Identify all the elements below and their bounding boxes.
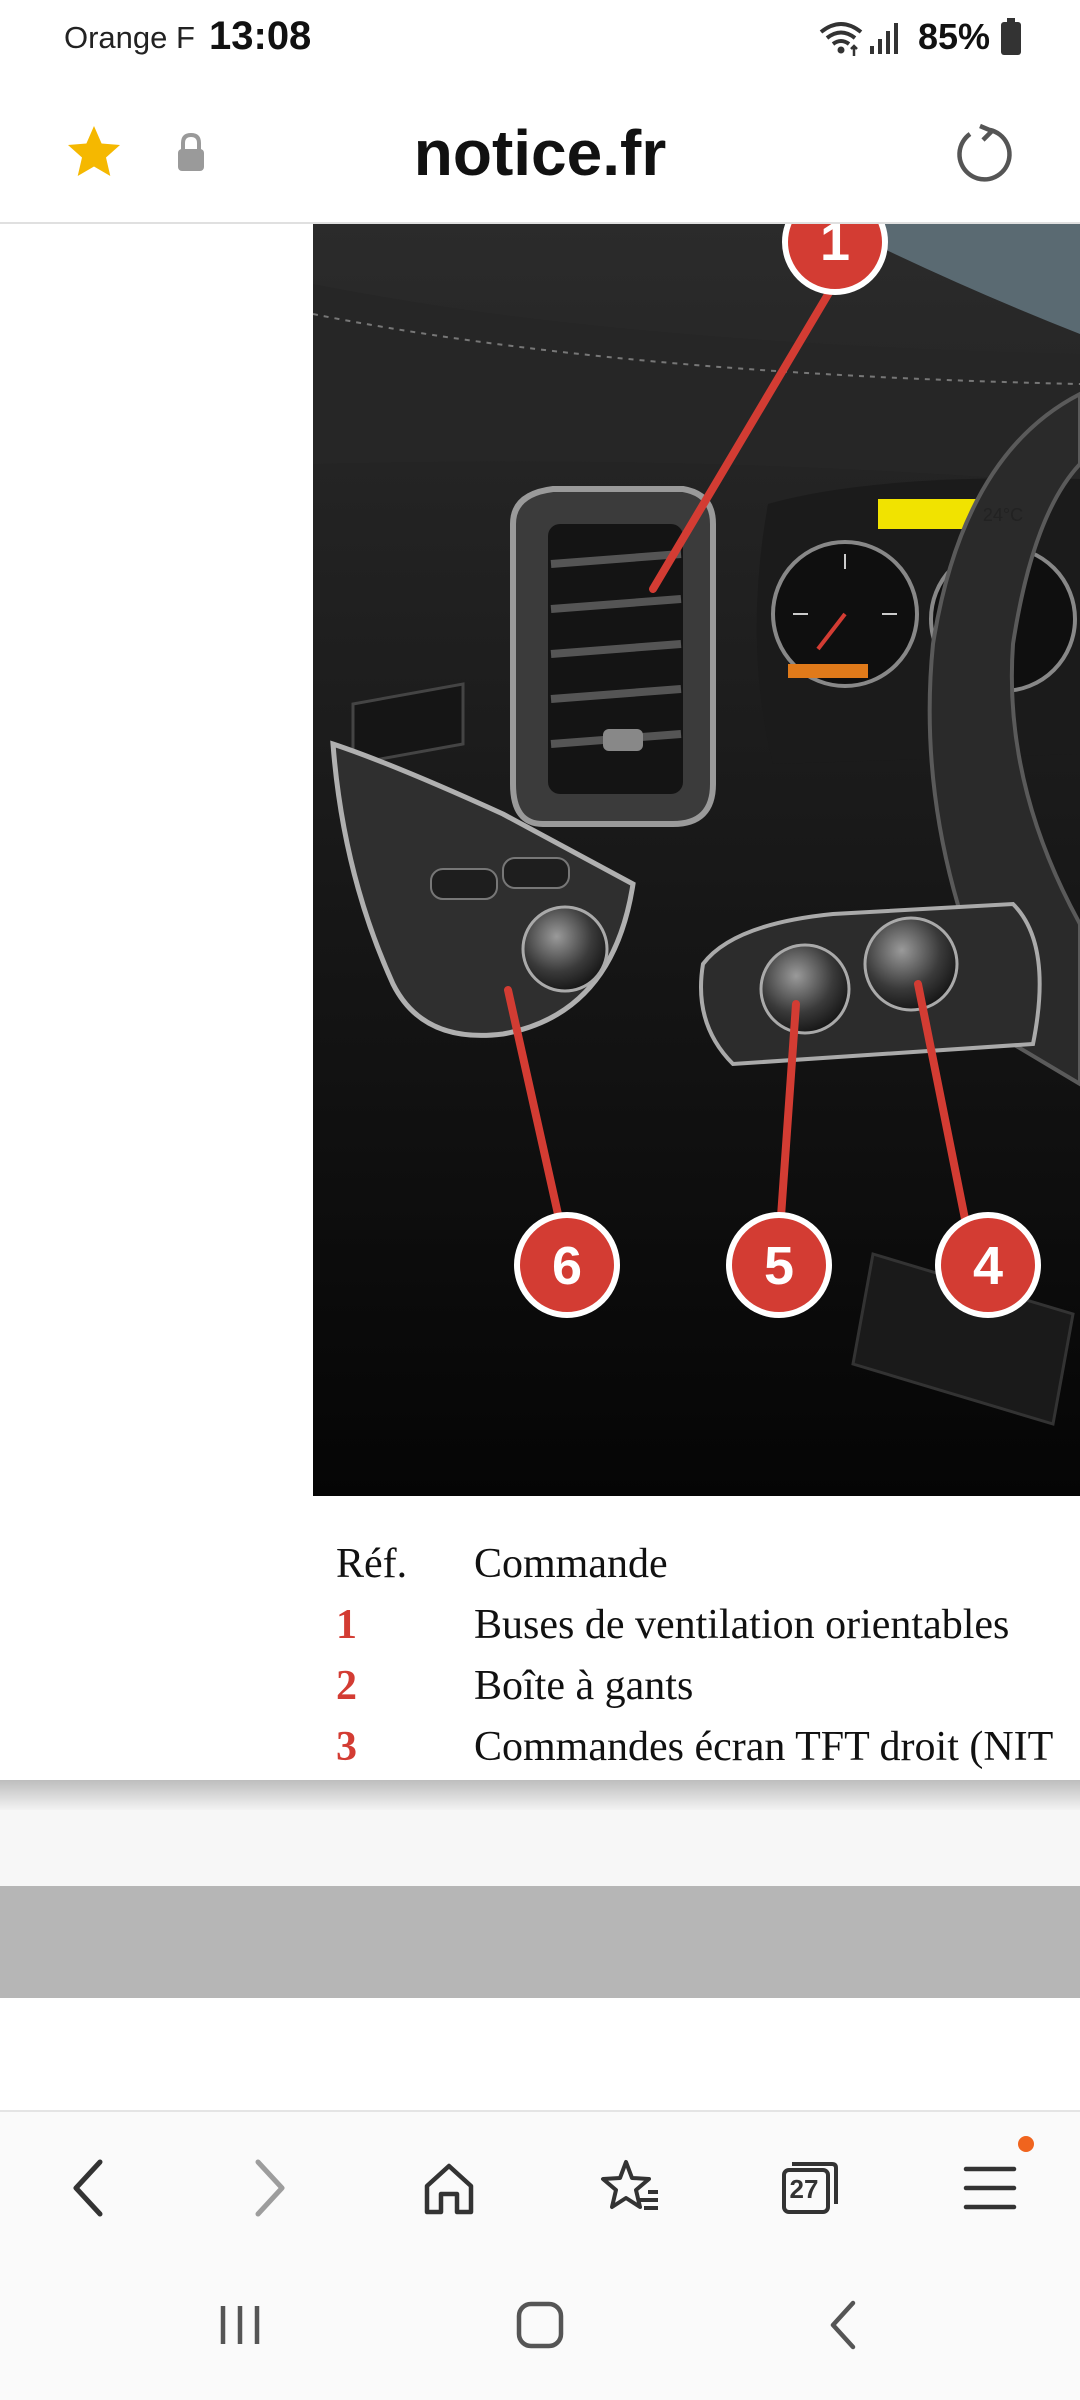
- forward-button[interactable]: [232, 2150, 308, 2226]
- callout-5: [729, 1215, 829, 1315]
- row-label: Commandes écran TFT droit (NIT: [474, 1724, 1054, 1770]
- back-button[interactable]: [50, 2150, 126, 2226]
- signal-icon: [868, 20, 902, 56]
- reload-icon[interactable]: [952, 122, 1014, 184]
- tabs-button[interactable]: [772, 2150, 848, 2226]
- bookmarks-button[interactable]: [592, 2150, 668, 2226]
- browser-toolbar: [0, 2110, 1080, 2262]
- callout-4-label: 4: [972, 1236, 1004, 1296]
- wifi-icon: [818, 18, 864, 58]
- display-temperature: 24°C: [982, 505, 1024, 525]
- header-ref: Réf.: [336, 1541, 408, 1587]
- carrier-name: Orange F: [64, 20, 195, 55]
- status-bar: [0, 0, 1080, 80]
- address-bar: [0, 80, 1080, 224]
- shadow-strip: [0, 1780, 1080, 1810]
- row-ref: 3: [336, 1724, 357, 1770]
- row-label: Buses de ventilation orientables: [474, 1602, 1010, 1648]
- back-arrow-icon: [823, 2297, 863, 2353]
- header-label: Commande: [474, 1541, 668, 1587]
- bookmarks-icon: [598, 2156, 662, 2220]
- chevron-right-icon: [248, 2156, 292, 2220]
- callout-6-label: 6: [551, 1236, 583, 1296]
- square-home-icon: [514, 2299, 566, 2351]
- clock: 13:08: [209, 14, 312, 58]
- tabs-count: 27: [789, 2174, 819, 2204]
- row-label: Boîte à gants: [474, 1663, 694, 1709]
- menu-button[interactable]: [952, 2150, 1028, 2226]
- home-system-button[interactable]: [505, 2290, 575, 2360]
- callout-6: [517, 1215, 617, 1315]
- row-ref: 1: [336, 1602, 357, 1648]
- system-back-button[interactable]: [808, 2290, 878, 2360]
- home-icon: [419, 2158, 479, 2218]
- battery-icon: [1000, 18, 1022, 56]
- home-button[interactable]: [411, 2150, 487, 2226]
- recent-apps-button[interactable]: [205, 2290, 275, 2360]
- system-navigation-bar: [0, 2260, 1080, 2400]
- page-footer-area: [0, 1810, 1080, 1886]
- recent-apps-icon: [215, 2300, 265, 2350]
- callout-layer: [313, 224, 1080, 1496]
- notification-dot: [1018, 2136, 1034, 2152]
- callout-4: [938, 1215, 1038, 1315]
- row-ref: 2: [336, 1663, 357, 1709]
- url-text[interactable]: notice.fr: [413, 117, 667, 189]
- battery-percent: 85%: [918, 16, 991, 57]
- menu-icon: [962, 2163, 1018, 2213]
- callout-5-label: 5: [763, 1236, 795, 1296]
- callout-1-label: 1: [819, 224, 851, 272]
- callout-1: [785, 224, 885, 292]
- chevron-left-icon: [66, 2156, 110, 2220]
